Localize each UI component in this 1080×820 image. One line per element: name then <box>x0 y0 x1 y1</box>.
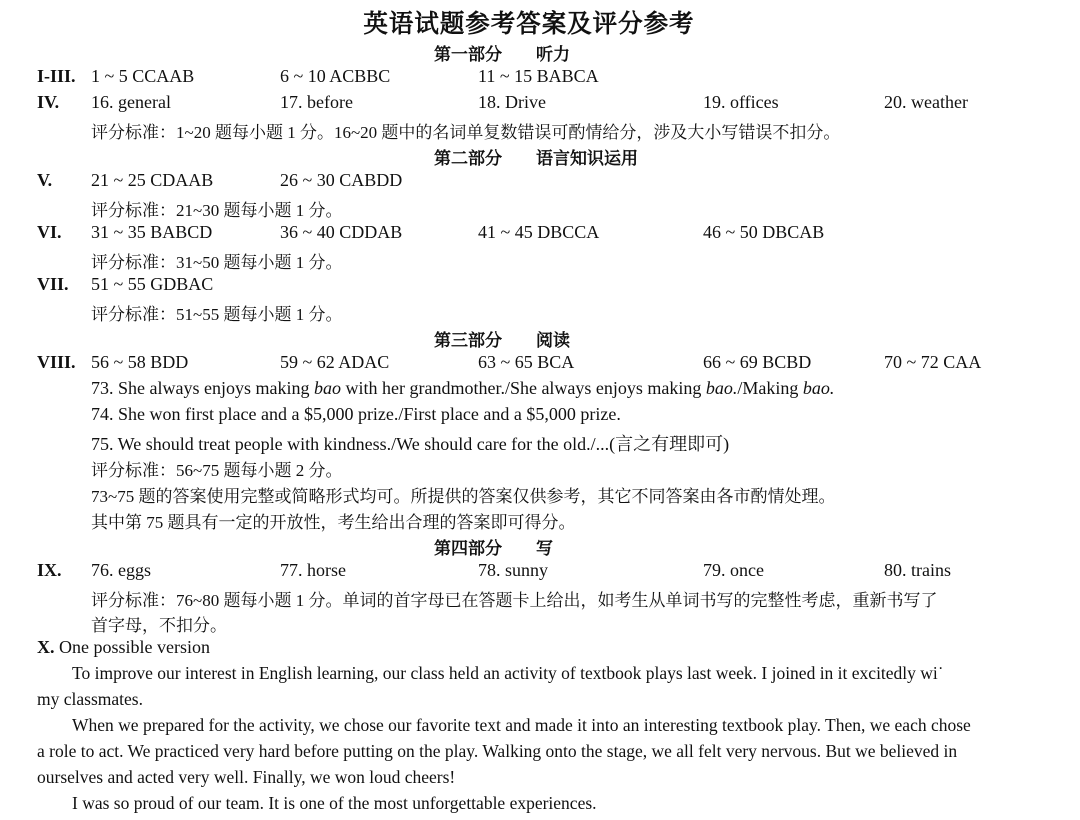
answer-item: 20. weather <box>884 92 968 112</box>
section-label-v: V. <box>37 170 53 190</box>
answer-item: 80. trains <box>884 560 951 580</box>
scoring-note: 73~75 题的答案使用完整或简略形式均可。所提供的答案仅供参考，其它不同答案由各市酌情处理。 <box>91 487 836 506</box>
essay-line: When we prepared for the activity, we chose our favorite text and made it into an interesting textbook play. Then, we each chose <box>72 715 971 735</box>
part-one-heading: 第一部分 听力 <box>434 45 570 64</box>
answer-item: 76. eggs <box>91 560 151 580</box>
answer-73: 73. She always enjoys making bao with her grandmother./She always enjoys making bao./Making bao. <box>91 378 835 398</box>
answer-group: 70 ~ 72 CAA <box>884 352 982 372</box>
section-label-x: X. <box>37 637 55 657</box>
page-title: 英语试题参考答案及评分参考 <box>363 11 695 38</box>
part-four-heading: 第四部分 写 <box>434 539 553 558</box>
answer-group: 1 ~ 5 CCAAB <box>91 66 195 86</box>
section-label-i-iii: I-III. <box>37 66 76 86</box>
answer-group: 31 ~ 35 BABCD <box>91 222 213 242</box>
scoring-note: 评分标准：51~55 题每小题 1 分。 <box>91 305 343 324</box>
section-label-vii: VII. <box>37 274 69 294</box>
essay-line: ourselves and acted very well. Finally, we won loud cheers! <box>37 767 456 787</box>
part-two-heading: 第二部分 语言知识运用 <box>434 149 638 168</box>
answer-item: 16. general <box>91 92 171 112</box>
answer-74: 74. She won first place and a $5,000 prize./First place and a $5,000 prize. <box>91 404 621 424</box>
scoring-note: 其中第 75 题具有一定的开放性，考生给出合理的答案即可得分。 <box>91 513 576 532</box>
answer-group: 56 ~ 58 BDD <box>91 352 189 372</box>
section-label-ix: IX. <box>37 560 62 580</box>
answer-group: 11 ~ 15 BABCA <box>478 66 599 86</box>
section-x-heading <box>37 637 210 658</box>
essay-line: I was so proud of our team. It is one of the most unforgettable experiences. <box>72 793 597 813</box>
answer-75: 75. We should treat people with kindness./We should care for the old./...(言之有理即可) <box>91 434 730 454</box>
section-label-iv: IV. <box>37 92 60 112</box>
scoring-note: 评分标准：76~80 题每小题 1 分。单词的首字母已在答题卡上给出，如考生从单词书写的完整性考虑，重新书写了 <box>91 591 938 610</box>
scoring-note: 评分标准：21~30 题每小题 1 分。 <box>91 201 343 220</box>
scoring-note: 评分标准：31~50 题每小题 1 分。 <box>91 253 343 272</box>
answer-group: 36 ~ 40 CDDAB <box>280 222 403 242</box>
scoring-note: 评分标准：1~20 题每小题 1 分。16~20 题中的名词单复数错误可酌情给分，涉及大小写错误不扣分。 <box>91 123 841 142</box>
answer-group: 41 ~ 45 DBCCA <box>478 222 600 242</box>
answer-group: 26 ~ 30 CABDD <box>280 170 403 190</box>
essay-heading: One possible version <box>59 637 210 657</box>
scoring-note: 评分标准：56~75 题每小题 2 分。 <box>91 461 343 480</box>
answer-item: 77. horse <box>280 560 346 580</box>
answer-item: 19. offices <box>703 92 779 112</box>
part-three-heading: 第三部分 阅读 <box>434 331 570 350</box>
answer-group: 46 ~ 50 DBCAB <box>703 222 825 242</box>
scoring-note: 首字母，不扣分。 <box>91 616 227 635</box>
answer-group: 51 ~ 55 GDBAC <box>91 274 214 294</box>
section-label-viii: VIII. <box>37 352 76 372</box>
answer-item: 17. before <box>280 92 353 112</box>
answer-group: 63 ~ 65 BCA <box>478 352 575 372</box>
answer-group: 59 ~ 62 ADAC <box>280 352 390 372</box>
answer-item: 78. sunny <box>478 560 549 580</box>
essay-line: To improve our interest in English learning, our class held an activity of textbook plays last week. I joined in it excitedly wi˙ <box>72 663 944 683</box>
essay-line: a role to act. We practiced very hard before putting on the play. Walking onto the stage, we all felt very nervous. But we believed in <box>37 741 958 761</box>
section-label-vi: VI. <box>37 222 62 242</box>
essay-line: my classmates. <box>37 689 143 709</box>
answer-item: 79. once <box>703 560 764 580</box>
answer-group: 6 ~ 10 ACBBC <box>280 66 391 86</box>
answer-group: 66 ~ 69 BCBD <box>703 352 812 372</box>
answer-group: 21 ~ 25 CDAAB <box>91 170 214 190</box>
answer-item: 18. Drive <box>478 92 546 112</box>
